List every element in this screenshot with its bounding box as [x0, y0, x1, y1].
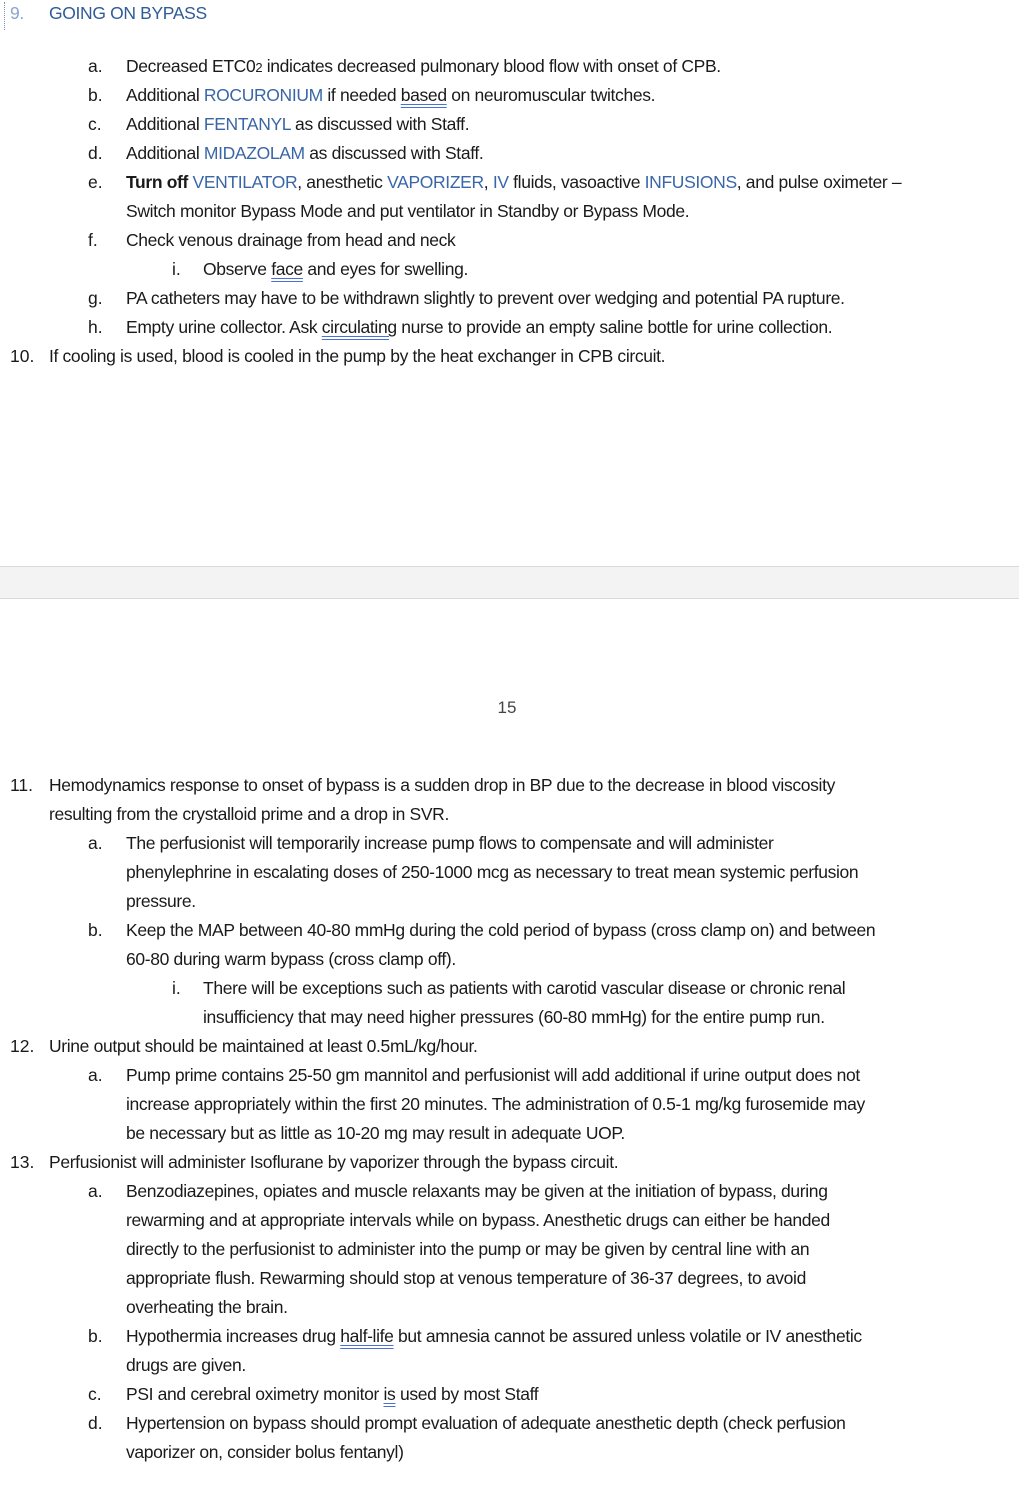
section-heading: GOING ON BYPASS — [49, 3, 207, 23]
list-item-text: Additional FENTANYL as discussed with Staff. — [126, 114, 470, 134]
list-marker: a. — [88, 56, 103, 76]
grammar-flag: is — [383, 1384, 396, 1404]
list-item-text: Urine output should be maintained at least 0.5mL/kg/hour. — [49, 1036, 478, 1056]
list-marker: c. — [88, 114, 102, 134]
list-item-text: Empty urine collector. Ask circulating nurse to provide an empty saline bottle for urine collection. — [126, 317, 833, 337]
list-marker: b. — [88, 1326, 103, 1346]
list-item-text: Perfusionist will administer Isoflurane by vaporizer through the bypass circuit. — [49, 1152, 619, 1172]
list-marker: a. — [88, 1065, 103, 1085]
list-number: 12. — [10, 1036, 35, 1056]
list-marker: b. — [88, 85, 103, 105]
list-item-text-continued: insufficiency that may need higher pressures (60-80 mmHg) for the entire pump run. — [203, 1007, 825, 1027]
list-item-text: Keep the MAP between 40-80 mmHg during the cold period of bypass (cross clamp on) and between — [126, 920, 876, 940]
list-item-text: Turn off VENTILATOR, anesthetic VAPORIZER, IV fluids, vasoactive INFUSIONS, and pulse oximeter – — [126, 172, 902, 192]
list-item-text: Pump prime contains 25-50 gm mannitol and perfusionist will add additional if urine output does not — [126, 1065, 860, 1085]
list-item-text: Hypothermia increases drug half-life but amnesia cannot be assured unless volatile or IV anesthetic — [126, 1326, 862, 1346]
list-marker: c. — [88, 1384, 102, 1404]
list-item-text: Hypertension on bypass should prompt evaluation of adequate anesthetic depth (check perfusion — [126, 1413, 846, 1433]
list-item-text-continued: rewarming and at appropriate intervals while on bypass. Anesthetic drugs can either be handed — [126, 1210, 830, 1230]
list-item-text: If cooling is used, blood is cooled in the pump by the heat exchanger in CPB circuit. — [49, 346, 666, 366]
list-item-text-continued: be necessary but as little as 10-20 mg may result in adequate UOP. — [126, 1123, 625, 1143]
list-item-text-continued: overheating the brain. — [126, 1297, 288, 1317]
list-marker: e. — [88, 172, 103, 192]
list-item-text: Hemodynamics response to onset of bypass is a sudden drop in BP due to the decrease in blood viscosity — [49, 775, 835, 795]
grammar-flag: circulating — [321, 317, 397, 337]
list-item-text: PA catheters may have to be withdrawn slightly to prevent over wedging and potential PA rupture. — [126, 288, 845, 308]
list-item-text: Check venous drainage from head and neck — [126, 230, 456, 250]
list-number: 13. — [10, 1152, 35, 1172]
list-marker: i. — [172, 259, 181, 279]
list-item-text: Observe face and eyes for swelling. — [203, 259, 468, 279]
grammar-flag: based — [400, 85, 447, 105]
list-item-text-continued: drugs are given. — [126, 1355, 246, 1375]
grammar-flag: face — [271, 259, 303, 279]
list-item-text: There will be exceptions such as patients with carotid vascular disease or chronic renal — [203, 978, 846, 998]
grammar-flag: half-life — [340, 1326, 394, 1346]
page-number: 15 — [497, 698, 517, 717]
list-marker: f. — [88, 230, 98, 250]
list-item-text-continued: 60-80 during warm bypass (cross clamp off). — [126, 949, 456, 969]
drug-keyword: MIDAZOLAM — [203, 143, 305, 163]
list-item-text: Benzodiazepines, opiates and muscle relaxants may be given at the initiation of bypass, during — [126, 1181, 828, 1201]
list-item-text: Decreased ETC02 indicates decreased pulmonary blood flow with onset of CPB. — [126, 56, 721, 76]
list-item-text-continued: appropriate flush. Rewarming should stop at venous temperature of 36-37 degrees, to avoid — [126, 1268, 806, 1288]
list-number: 11. — [10, 775, 34, 795]
list-item-text: Additional ROCURONIUM if needed based on neuromuscular twitches. — [126, 85, 656, 105]
list-item-text-continued: resulting from the crystalloid prime and a drop in SVR. — [49, 804, 449, 824]
list-number: 10. — [10, 346, 35, 366]
list-item-text-continued: pressure. — [126, 891, 196, 911]
list-marker: h. — [88, 317, 103, 337]
list-item-text: The perfusionist will temporarily increase pump flows to compensate and will administer — [126, 833, 774, 853]
list-marker: d. — [88, 1413, 103, 1433]
list-marker: a. — [88, 1181, 103, 1201]
list-item-text-continued: directly to the perfusionist to administer into the pump or may be given by central line with an — [126, 1239, 810, 1259]
document-page-top — [0, 0, 1019, 567]
page-break — [0, 566, 1019, 599]
heading-number: 9. — [10, 3, 24, 23]
list-marker: b. — [88, 920, 103, 940]
drug-keyword: ROCURONIUM — [203, 85, 323, 105]
list-item-text-continued: vaporizer on, consider bolus fentanyl) — [126, 1442, 404, 1462]
section-marker-line — [4, 2, 5, 30]
drug-keyword: FENTANYL — [203, 114, 291, 134]
list-marker: g. — [88, 288, 103, 308]
list-item-text-continued: increase appropriately within the first 20 minutes. The administration of 0.5-1 mg/kg furosemide may — [126, 1094, 865, 1114]
list-item-text: Additional MIDAZOLAM as discussed with Staff. — [126, 143, 484, 163]
list-marker: a. — [88, 833, 103, 853]
list-marker: d. — [88, 143, 103, 163]
list-marker: i. — [172, 978, 181, 998]
list-item-text-continued: Switch monitor Bypass Mode and put ventilator in Standby or Bypass Mode. — [126, 201, 690, 221]
list-item-text: PSI and cerebral oximetry monitor is used by most Staff — [126, 1384, 539, 1404]
list-item-text-continued: phenylephrine in escalating doses of 250-1000 mcg as necessary to treat mean systemic perfusion — [126, 862, 859, 882]
